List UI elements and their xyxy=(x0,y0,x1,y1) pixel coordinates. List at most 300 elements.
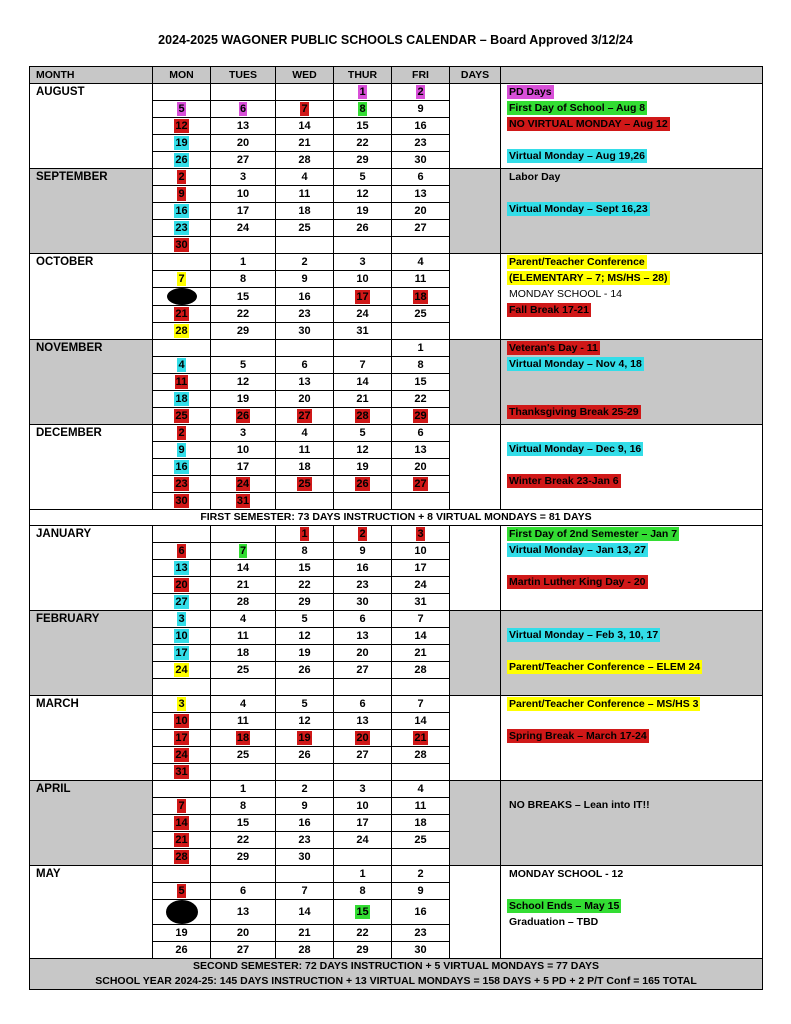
day-number: 27 xyxy=(356,664,369,676)
day-cell-wed xyxy=(276,101,334,118)
day-number: 23 xyxy=(175,478,188,490)
day-number: 20 xyxy=(414,461,427,473)
day-number: 3 xyxy=(359,783,366,795)
day-cell-tues xyxy=(211,883,276,900)
note-text: Virtual Monday – Jan 13, 27 xyxy=(509,544,646,556)
day-cell-wed xyxy=(276,476,334,493)
first-semester-summary-row xyxy=(30,510,763,526)
day-number: 6 xyxy=(178,545,185,557)
day-cell-tues xyxy=(211,323,276,340)
day-number: 28 xyxy=(298,944,311,956)
page-title: 2024-2025 WAGONER PUBLIC SCHOOLS CALENDAR – Board Approved 3/12/24 xyxy=(158,33,633,47)
note-line xyxy=(507,914,762,930)
redaction-blob xyxy=(167,288,197,305)
day-cell-thur xyxy=(334,815,392,832)
day-cell-wed xyxy=(276,883,334,900)
day-number: 6 xyxy=(359,698,366,710)
day-number: 5 xyxy=(301,613,308,625)
note-line xyxy=(507,84,762,100)
day-cell-fri xyxy=(392,781,450,798)
day-cell-mon xyxy=(153,713,211,730)
day-cell-thur xyxy=(334,476,392,493)
day-number: 21 xyxy=(414,732,427,744)
day-number: 17 xyxy=(356,290,369,303)
month-notes xyxy=(501,611,763,696)
note-line xyxy=(507,675,762,691)
day-cell-wed xyxy=(276,526,334,543)
week-row xyxy=(30,866,763,883)
day-number: 21 xyxy=(414,647,427,659)
day-cell-fri xyxy=(392,476,450,493)
day-cell-mon xyxy=(153,152,211,169)
day-number: 23 xyxy=(298,834,311,846)
day-number: 12 xyxy=(298,715,311,727)
note-line xyxy=(507,781,762,797)
note-line xyxy=(507,930,762,946)
day-cell-thur xyxy=(334,118,392,135)
day-number: 10 xyxy=(236,444,250,456)
note-line xyxy=(507,813,762,829)
note-text: Parent/Teacher Conference xyxy=(509,256,645,268)
day-number: 17 xyxy=(175,647,188,659)
day-number: 27 xyxy=(236,154,250,166)
day-cell-fri xyxy=(392,220,450,237)
day-number: 30 xyxy=(414,944,427,956)
day-number: 15 xyxy=(356,906,369,918)
day-number: 29 xyxy=(414,410,427,422)
day-cell-wed xyxy=(276,925,334,942)
day-number: 7 xyxy=(417,613,424,625)
day-cell-wed xyxy=(276,645,334,662)
day-cell-fri xyxy=(392,730,450,747)
day-cell-mon xyxy=(153,203,211,220)
day-number: 21 xyxy=(298,137,311,149)
day-cell-wed xyxy=(276,662,334,679)
day-cell-tues xyxy=(211,84,276,101)
day-cell-fri xyxy=(392,306,450,323)
day-cell-wed xyxy=(276,628,334,645)
note-line xyxy=(507,712,762,728)
day-cell-mon xyxy=(153,900,211,925)
day-cell-thur xyxy=(334,798,392,815)
day-cell-thur xyxy=(334,781,392,798)
day-number: 21 xyxy=(298,927,311,939)
day-number: 26 xyxy=(356,222,369,234)
day-cell-thur xyxy=(334,442,392,459)
day-cell-thur xyxy=(334,340,392,357)
day-number: 21 xyxy=(356,393,369,405)
header-row xyxy=(30,67,763,84)
day-cell-tues xyxy=(211,237,276,254)
day-cell-mon xyxy=(153,476,211,493)
day-number: 22 xyxy=(236,308,250,320)
day-number: 7 xyxy=(301,885,308,897)
day-number: 19 xyxy=(356,205,369,217)
note-line xyxy=(507,845,762,861)
day-number: 15 xyxy=(356,120,369,132)
day-cell-thur xyxy=(334,425,392,442)
note-text: Virtual Monday – Dec 9, 16 xyxy=(509,443,642,455)
month-notes xyxy=(501,866,763,959)
day-number: 15 xyxy=(236,290,250,303)
note-text: Fall Break 17-21 xyxy=(509,304,589,316)
day-cell-mon xyxy=(153,374,211,391)
day-cell-wed xyxy=(276,942,334,959)
day-cell-tues xyxy=(211,101,276,118)
day-cell-mon xyxy=(153,747,211,764)
day-cell-wed xyxy=(276,118,334,135)
note-text: Virtual Monday – Aug 19,26 xyxy=(509,150,645,162)
day-cell-fri xyxy=(392,408,450,425)
day-number: 19 xyxy=(236,393,250,405)
day-cell-fri xyxy=(392,764,450,781)
day-number: 18 xyxy=(414,290,427,303)
day-cell-wed xyxy=(276,493,334,510)
note-line xyxy=(507,404,762,420)
day-number: 11 xyxy=(237,630,249,642)
day-cell-fri xyxy=(392,459,450,476)
day-number: 13 xyxy=(236,906,250,918)
day-number: 9 xyxy=(178,188,185,200)
day-cell-thur xyxy=(334,101,392,118)
day-cell-wed xyxy=(276,696,334,713)
day-number: 11 xyxy=(298,188,311,200)
day-cell-mon xyxy=(153,645,211,662)
note-line xyxy=(507,760,762,776)
day-number: 11 xyxy=(414,273,427,285)
day-cell-thur xyxy=(334,679,392,696)
day-cell-thur xyxy=(334,288,392,306)
day-number: 25 xyxy=(175,410,188,422)
day-number: 5 xyxy=(178,103,185,115)
day-cell-tues xyxy=(211,442,276,459)
day-number: 3 xyxy=(178,613,185,625)
day-cell-wed xyxy=(276,237,334,254)
day-cell-tues xyxy=(211,543,276,560)
month-name: DECEMBER xyxy=(30,425,153,510)
day-cell-thur xyxy=(334,237,392,254)
day-cell-thur xyxy=(334,696,392,713)
day-number: 2 xyxy=(359,528,366,540)
day-cell-tues xyxy=(211,459,276,476)
day-cell-mon xyxy=(153,357,211,374)
day-cell-tues xyxy=(211,900,276,925)
header-fri: FRI xyxy=(392,67,450,84)
note-line xyxy=(507,728,762,744)
day-number: 23 xyxy=(356,579,369,591)
day-number: 12 xyxy=(356,188,369,200)
day-number: 14 xyxy=(298,906,311,918)
day-number: 26 xyxy=(298,749,311,761)
note-line xyxy=(507,558,762,574)
day-cell-mon xyxy=(153,679,211,696)
day-cell-fri xyxy=(392,866,450,883)
day-number: 30 xyxy=(175,239,188,251)
month-notes xyxy=(501,254,763,340)
day-number: 16 xyxy=(414,120,427,132)
day-number: 7 xyxy=(417,698,424,710)
day-cell-thur xyxy=(334,323,392,340)
day-cell-fri xyxy=(392,832,450,849)
day-cell-thur xyxy=(334,900,392,925)
day-cell-mon xyxy=(153,169,211,186)
day-cell-tues xyxy=(211,560,276,577)
day-number: 7 xyxy=(301,103,308,115)
day-number: 9 xyxy=(301,273,308,285)
day-cell-wed xyxy=(276,374,334,391)
day-number: 27 xyxy=(236,944,250,956)
header-thur: THUR xyxy=(334,67,392,84)
day-cell-mon xyxy=(153,696,211,713)
day-cell-mon xyxy=(153,543,211,560)
note-line xyxy=(507,425,762,441)
day-cell-fri xyxy=(392,357,450,374)
header-days: DAYS xyxy=(450,67,501,84)
month-name: SEPTEMBER xyxy=(30,169,153,254)
day-number: 28 xyxy=(356,410,369,422)
day-cell-wed xyxy=(276,611,334,628)
school-year-summary-row xyxy=(30,974,763,990)
header-notes xyxy=(501,67,763,84)
day-number: 6 xyxy=(359,613,366,625)
day-number: 4 xyxy=(178,359,185,371)
day-number: 4 xyxy=(417,256,424,268)
day-number: 7 xyxy=(239,545,247,557)
day-cell-thur xyxy=(334,849,392,866)
first-semester-body xyxy=(30,84,763,510)
day-number: 4 xyxy=(301,171,308,183)
day-cell-wed xyxy=(276,425,334,442)
day-number: 16 xyxy=(298,290,311,303)
day-cell-wed xyxy=(276,594,334,611)
days-count xyxy=(450,340,501,425)
day-number: 22 xyxy=(236,834,250,846)
day-cell-thur xyxy=(334,135,392,152)
day-cell-thur xyxy=(334,391,392,408)
day-cell-mon xyxy=(153,135,211,152)
day-cell-fri xyxy=(392,442,450,459)
days-count xyxy=(450,84,501,169)
note-line xyxy=(507,388,762,404)
day-number: 8 xyxy=(239,800,247,812)
day-cell-wed xyxy=(276,357,334,374)
day-cell-thur xyxy=(334,577,392,594)
day-number: 1 xyxy=(359,86,366,98)
second-semester-summary-row xyxy=(30,959,763,975)
day-number: 20 xyxy=(356,647,369,659)
day-number: 29 xyxy=(298,596,311,608)
month-name: APRIL xyxy=(30,781,153,866)
day-cell-mon xyxy=(153,408,211,425)
day-cell-thur xyxy=(334,662,392,679)
day-cell-tues xyxy=(211,408,276,425)
day-cell-fri xyxy=(392,323,450,340)
day-number: 18 xyxy=(414,817,427,829)
day-cell-fri xyxy=(392,493,450,510)
day-cell-tues xyxy=(211,391,276,408)
day-number: 24 xyxy=(356,834,369,846)
day-number: 8 xyxy=(417,359,424,371)
day-cell-fri xyxy=(392,577,450,594)
day-cell-wed xyxy=(276,186,334,203)
day-cell-thur xyxy=(334,186,392,203)
day-number: 12 xyxy=(298,630,311,642)
day-number: 1 xyxy=(239,783,247,795)
note-text: Parent/Teacher Conference – ELEM 24 xyxy=(509,661,701,673)
day-number: 20 xyxy=(356,732,369,744)
day-cell-fri xyxy=(392,883,450,900)
day-cell-fri xyxy=(392,271,450,288)
note-line xyxy=(507,882,762,898)
note-text: Martin Luther King Day - 20 xyxy=(509,576,646,588)
day-cell-thur xyxy=(334,730,392,747)
day-number: 2 xyxy=(417,868,424,880)
day-cell-mon xyxy=(153,866,211,883)
day-number: 12 xyxy=(236,376,250,388)
day-cell-fri xyxy=(392,662,450,679)
day-cell-tues xyxy=(211,340,276,357)
day-cell-mon xyxy=(153,493,211,510)
day-cell-tues xyxy=(211,254,276,271)
week-row xyxy=(30,425,763,442)
day-cell-fri xyxy=(392,543,450,560)
day-cell-thur xyxy=(334,645,392,662)
day-cell-fri xyxy=(392,425,450,442)
day-cell-fri xyxy=(392,203,450,220)
second-semester-body xyxy=(30,526,763,959)
day-number: 24 xyxy=(175,749,188,761)
note-line xyxy=(507,169,762,185)
day-number: 15 xyxy=(236,817,250,829)
note-line xyxy=(507,217,762,233)
day-number: 13 xyxy=(175,562,188,574)
day-cell-tues xyxy=(211,152,276,169)
note-line xyxy=(507,185,762,201)
day-cell-fri xyxy=(392,118,450,135)
note-line xyxy=(507,318,762,334)
day-number: 8 xyxy=(301,545,308,557)
week-row xyxy=(30,254,763,271)
day-number: 4 xyxy=(301,427,308,439)
day-cell-thur xyxy=(334,866,392,883)
day-cell-fri xyxy=(392,374,450,391)
day-cell-thur xyxy=(334,611,392,628)
note-text: School Ends – May 15 xyxy=(509,900,620,912)
day-cell-tues xyxy=(211,135,276,152)
day-number: 20 xyxy=(298,393,311,405)
day-cell-fri xyxy=(392,526,450,543)
day-cell-tues xyxy=(211,798,276,815)
note-line xyxy=(507,829,762,845)
day-cell-wed xyxy=(276,271,334,288)
day-number: 30 xyxy=(356,596,369,608)
header-tues: TUES xyxy=(211,67,276,84)
day-cell-mon xyxy=(153,781,211,798)
day-number: 3 xyxy=(239,171,247,183)
day-number: 26 xyxy=(175,944,188,956)
day-cell-fri xyxy=(392,628,450,645)
day-cell-mon xyxy=(153,577,211,594)
note-line xyxy=(507,744,762,760)
day-cell-mon xyxy=(153,84,211,101)
day-cell-fri xyxy=(392,101,450,118)
day-cell-thur xyxy=(334,883,392,900)
note-line xyxy=(507,372,762,388)
day-number: 23 xyxy=(414,927,427,939)
day-number: 27 xyxy=(175,596,188,608)
day-cell-mon xyxy=(153,594,211,611)
day-cell-mon xyxy=(153,306,211,323)
day-cell-mon xyxy=(153,237,211,254)
day-number: 14 xyxy=(175,817,188,829)
note-line xyxy=(507,659,762,675)
day-cell-fri xyxy=(392,925,450,942)
note-line xyxy=(507,356,762,372)
week-row xyxy=(30,340,763,357)
day-cell-wed xyxy=(276,900,334,925)
day-number: 22 xyxy=(356,927,369,939)
day-cell-mon xyxy=(153,925,211,942)
day-cell-tues xyxy=(211,577,276,594)
day-number: 3 xyxy=(239,427,247,439)
day-cell-tues xyxy=(211,696,276,713)
day-cell-wed xyxy=(276,815,334,832)
day-number: 24 xyxy=(356,308,369,320)
days-count xyxy=(450,611,501,696)
note-text: Veteran's Day - 11 xyxy=(509,342,598,354)
header-wed: WED xyxy=(276,67,334,84)
day-number: 31 xyxy=(236,495,250,507)
day-number: 16 xyxy=(298,817,311,829)
day-number: 9 xyxy=(417,885,424,897)
day-number: 10 xyxy=(175,630,188,642)
month-name: MARCH xyxy=(30,696,153,781)
day-number: 11 xyxy=(298,444,311,456)
note-line xyxy=(507,201,762,217)
day-number: 15 xyxy=(414,376,427,388)
day-cell-thur xyxy=(334,254,392,271)
day-number: 3 xyxy=(178,698,185,710)
day-cell-tues xyxy=(211,493,276,510)
day-cell-thur xyxy=(334,560,392,577)
day-cell-mon xyxy=(153,815,211,832)
day-number: 11 xyxy=(175,376,188,388)
day-number: 19 xyxy=(298,647,311,659)
note-line xyxy=(507,441,762,457)
day-number: 10 xyxy=(356,273,369,285)
day-number: 28 xyxy=(236,596,250,608)
day-number: 18 xyxy=(298,205,311,217)
day-cell-fri xyxy=(392,135,450,152)
day-number: 20 xyxy=(236,927,250,939)
note-line xyxy=(507,797,762,813)
day-cell-fri xyxy=(392,391,450,408)
day-cell-mon xyxy=(153,220,211,237)
month-name: OCTOBER xyxy=(30,254,153,340)
day-cell-wed xyxy=(276,577,334,594)
day-cell-tues xyxy=(211,611,276,628)
day-cell-thur xyxy=(334,713,392,730)
day-cell-tues xyxy=(211,186,276,203)
day-number: 6 xyxy=(417,171,424,183)
day-number: 18 xyxy=(298,461,311,473)
day-cell-tues xyxy=(211,781,276,798)
day-number: 26 xyxy=(298,664,311,676)
note-text: Virtual Monday – Feb 3, 10, 17 xyxy=(509,629,659,641)
day-cell-fri xyxy=(392,84,450,101)
day-number: 14 xyxy=(356,376,369,388)
day-cell-tues xyxy=(211,203,276,220)
